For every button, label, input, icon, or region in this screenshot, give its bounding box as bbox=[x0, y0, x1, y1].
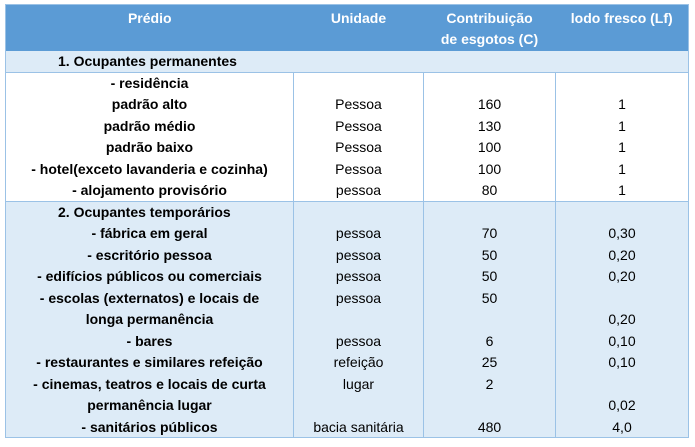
header-contribuicao bbox=[424, 5, 556, 51]
empty-cell bbox=[424, 201, 556, 223]
row-name: - hotel(exceto lavanderia e cozinha) bbox=[6, 158, 294, 180]
header-unidade: Unidade bbox=[294, 5, 424, 51]
row-unit: pessoa bbox=[294, 266, 424, 288]
row-lodo bbox=[556, 287, 689, 309]
row-unit: Pessoa bbox=[294, 158, 424, 180]
row-name: - edifícios públicos ou comerciais bbox=[6, 266, 294, 288]
header-row bbox=[6, 5, 689, 51]
table-row bbox=[6, 180, 689, 202]
row-name: - sanitários públicos bbox=[6, 416, 294, 438]
row-name: - escolas (externatos) e locais de bbox=[6, 287, 294, 309]
row-unit bbox=[294, 309, 424, 331]
table-row bbox=[6, 72, 689, 94]
row-contrib: 50 bbox=[424, 287, 556, 309]
header-contribuicao-line2: de esgotos (C) bbox=[440, 31, 539, 47]
table-row bbox=[6, 309, 689, 331]
row-lodo: 0,20 bbox=[556, 266, 689, 288]
row-lodo: 0,20 bbox=[556, 244, 689, 266]
header-lodo-fresco: lodo fresco (Lf) bbox=[556, 5, 689, 51]
table-row bbox=[6, 137, 689, 159]
row-lodo: 1 bbox=[556, 180, 689, 202]
row-contrib: 100 bbox=[424, 137, 556, 159]
table-container bbox=[5, 4, 688, 438]
row-contrib: 160 bbox=[424, 94, 556, 116]
row-name: padrão médio bbox=[6, 115, 294, 137]
row-name: longa permanência bbox=[6, 309, 294, 331]
table-row bbox=[6, 373, 689, 395]
table-row bbox=[6, 352, 689, 374]
row-name: padrão alto bbox=[6, 94, 294, 116]
section-title: 1. Ocupantes permanentes bbox=[6, 51, 689, 73]
table-row bbox=[6, 244, 689, 266]
row-lodo bbox=[556, 373, 689, 395]
row-unit: pessoa bbox=[294, 180, 424, 202]
row-contrib: 2 bbox=[424, 373, 556, 395]
row-unit: lugar bbox=[294, 373, 424, 395]
table-row bbox=[6, 94, 689, 116]
row-name: - escritório pessoa bbox=[6, 244, 294, 266]
empty-cell bbox=[556, 201, 689, 223]
sewage-contribution-table bbox=[5, 4, 689, 438]
table-row bbox=[6, 330, 689, 352]
header-contribuicao-line1: Contribuição bbox=[446, 10, 533, 26]
row-lodo: 1 bbox=[556, 94, 689, 116]
row-unit: Pessoa bbox=[294, 137, 424, 159]
table-row bbox=[6, 416, 689, 438]
row-lodo: 1 bbox=[556, 137, 689, 159]
row-lodo: 0,10 bbox=[556, 330, 689, 352]
table-row bbox=[6, 287, 689, 309]
row-contrib: 50 bbox=[424, 266, 556, 288]
row-unit: pessoa bbox=[294, 330, 424, 352]
row-unit: refeição bbox=[294, 352, 424, 374]
row-contrib bbox=[424, 309, 556, 331]
row-name: - bares bbox=[6, 330, 294, 352]
empty-cell bbox=[294, 201, 424, 223]
row-lodo: 0,02 bbox=[556, 395, 689, 417]
row-lodo: 4,0 bbox=[556, 416, 689, 438]
row-contrib: 100 bbox=[424, 158, 556, 180]
row-lodo: 0,30 bbox=[556, 223, 689, 245]
row-contrib: 480 bbox=[424, 416, 556, 438]
row-contrib bbox=[424, 72, 556, 94]
row-name: - restaurantes e similares refeição bbox=[6, 352, 294, 374]
table-row bbox=[6, 158, 689, 180]
row-contrib: 80 bbox=[424, 180, 556, 202]
table-row bbox=[6, 266, 689, 288]
table-row bbox=[6, 115, 689, 137]
row-contrib bbox=[424, 395, 556, 417]
table-row bbox=[6, 395, 689, 417]
row-contrib: 50 bbox=[424, 244, 556, 266]
row-lodo: 1 bbox=[556, 158, 689, 180]
row-unit: pessoa bbox=[294, 223, 424, 245]
row-unit: pessoa bbox=[294, 244, 424, 266]
row-name: - alojamento provisório bbox=[6, 180, 294, 202]
row-name: - fábrica em geral bbox=[6, 223, 294, 245]
section-title: 2. Ocupantes temporários bbox=[6, 201, 294, 223]
row-unit bbox=[294, 395, 424, 417]
row-contrib: 25 bbox=[424, 352, 556, 374]
row-name: - residência bbox=[6, 72, 294, 94]
section-header-temporarios bbox=[6, 201, 689, 223]
row-unit: Pessoa bbox=[294, 115, 424, 137]
row-lodo: 1 bbox=[556, 115, 689, 137]
table-header bbox=[6, 5, 689, 51]
row-unit: pessoa bbox=[294, 287, 424, 309]
row-lodo bbox=[556, 72, 689, 94]
section-header-permanentes bbox=[6, 51, 689, 73]
header-predio: Prédio bbox=[6, 5, 294, 51]
table-body bbox=[6, 51, 689, 438]
table-row bbox=[6, 223, 689, 245]
row-unit: Pessoa bbox=[294, 94, 424, 116]
row-unit bbox=[294, 72, 424, 94]
row-lodo: 0,10 bbox=[556, 352, 689, 374]
row-contrib: 130 bbox=[424, 115, 556, 137]
row-contrib: 6 bbox=[424, 330, 556, 352]
row-contrib: 70 bbox=[424, 223, 556, 245]
row-lodo: 0,20 bbox=[556, 309, 689, 331]
row-name: - cinemas, teatros e locais de curta bbox=[6, 373, 294, 395]
row-name: permanência lugar bbox=[6, 395, 294, 417]
row-name: padrão baixo bbox=[6, 137, 294, 159]
row-unit: bacia sanitária bbox=[294, 416, 424, 438]
